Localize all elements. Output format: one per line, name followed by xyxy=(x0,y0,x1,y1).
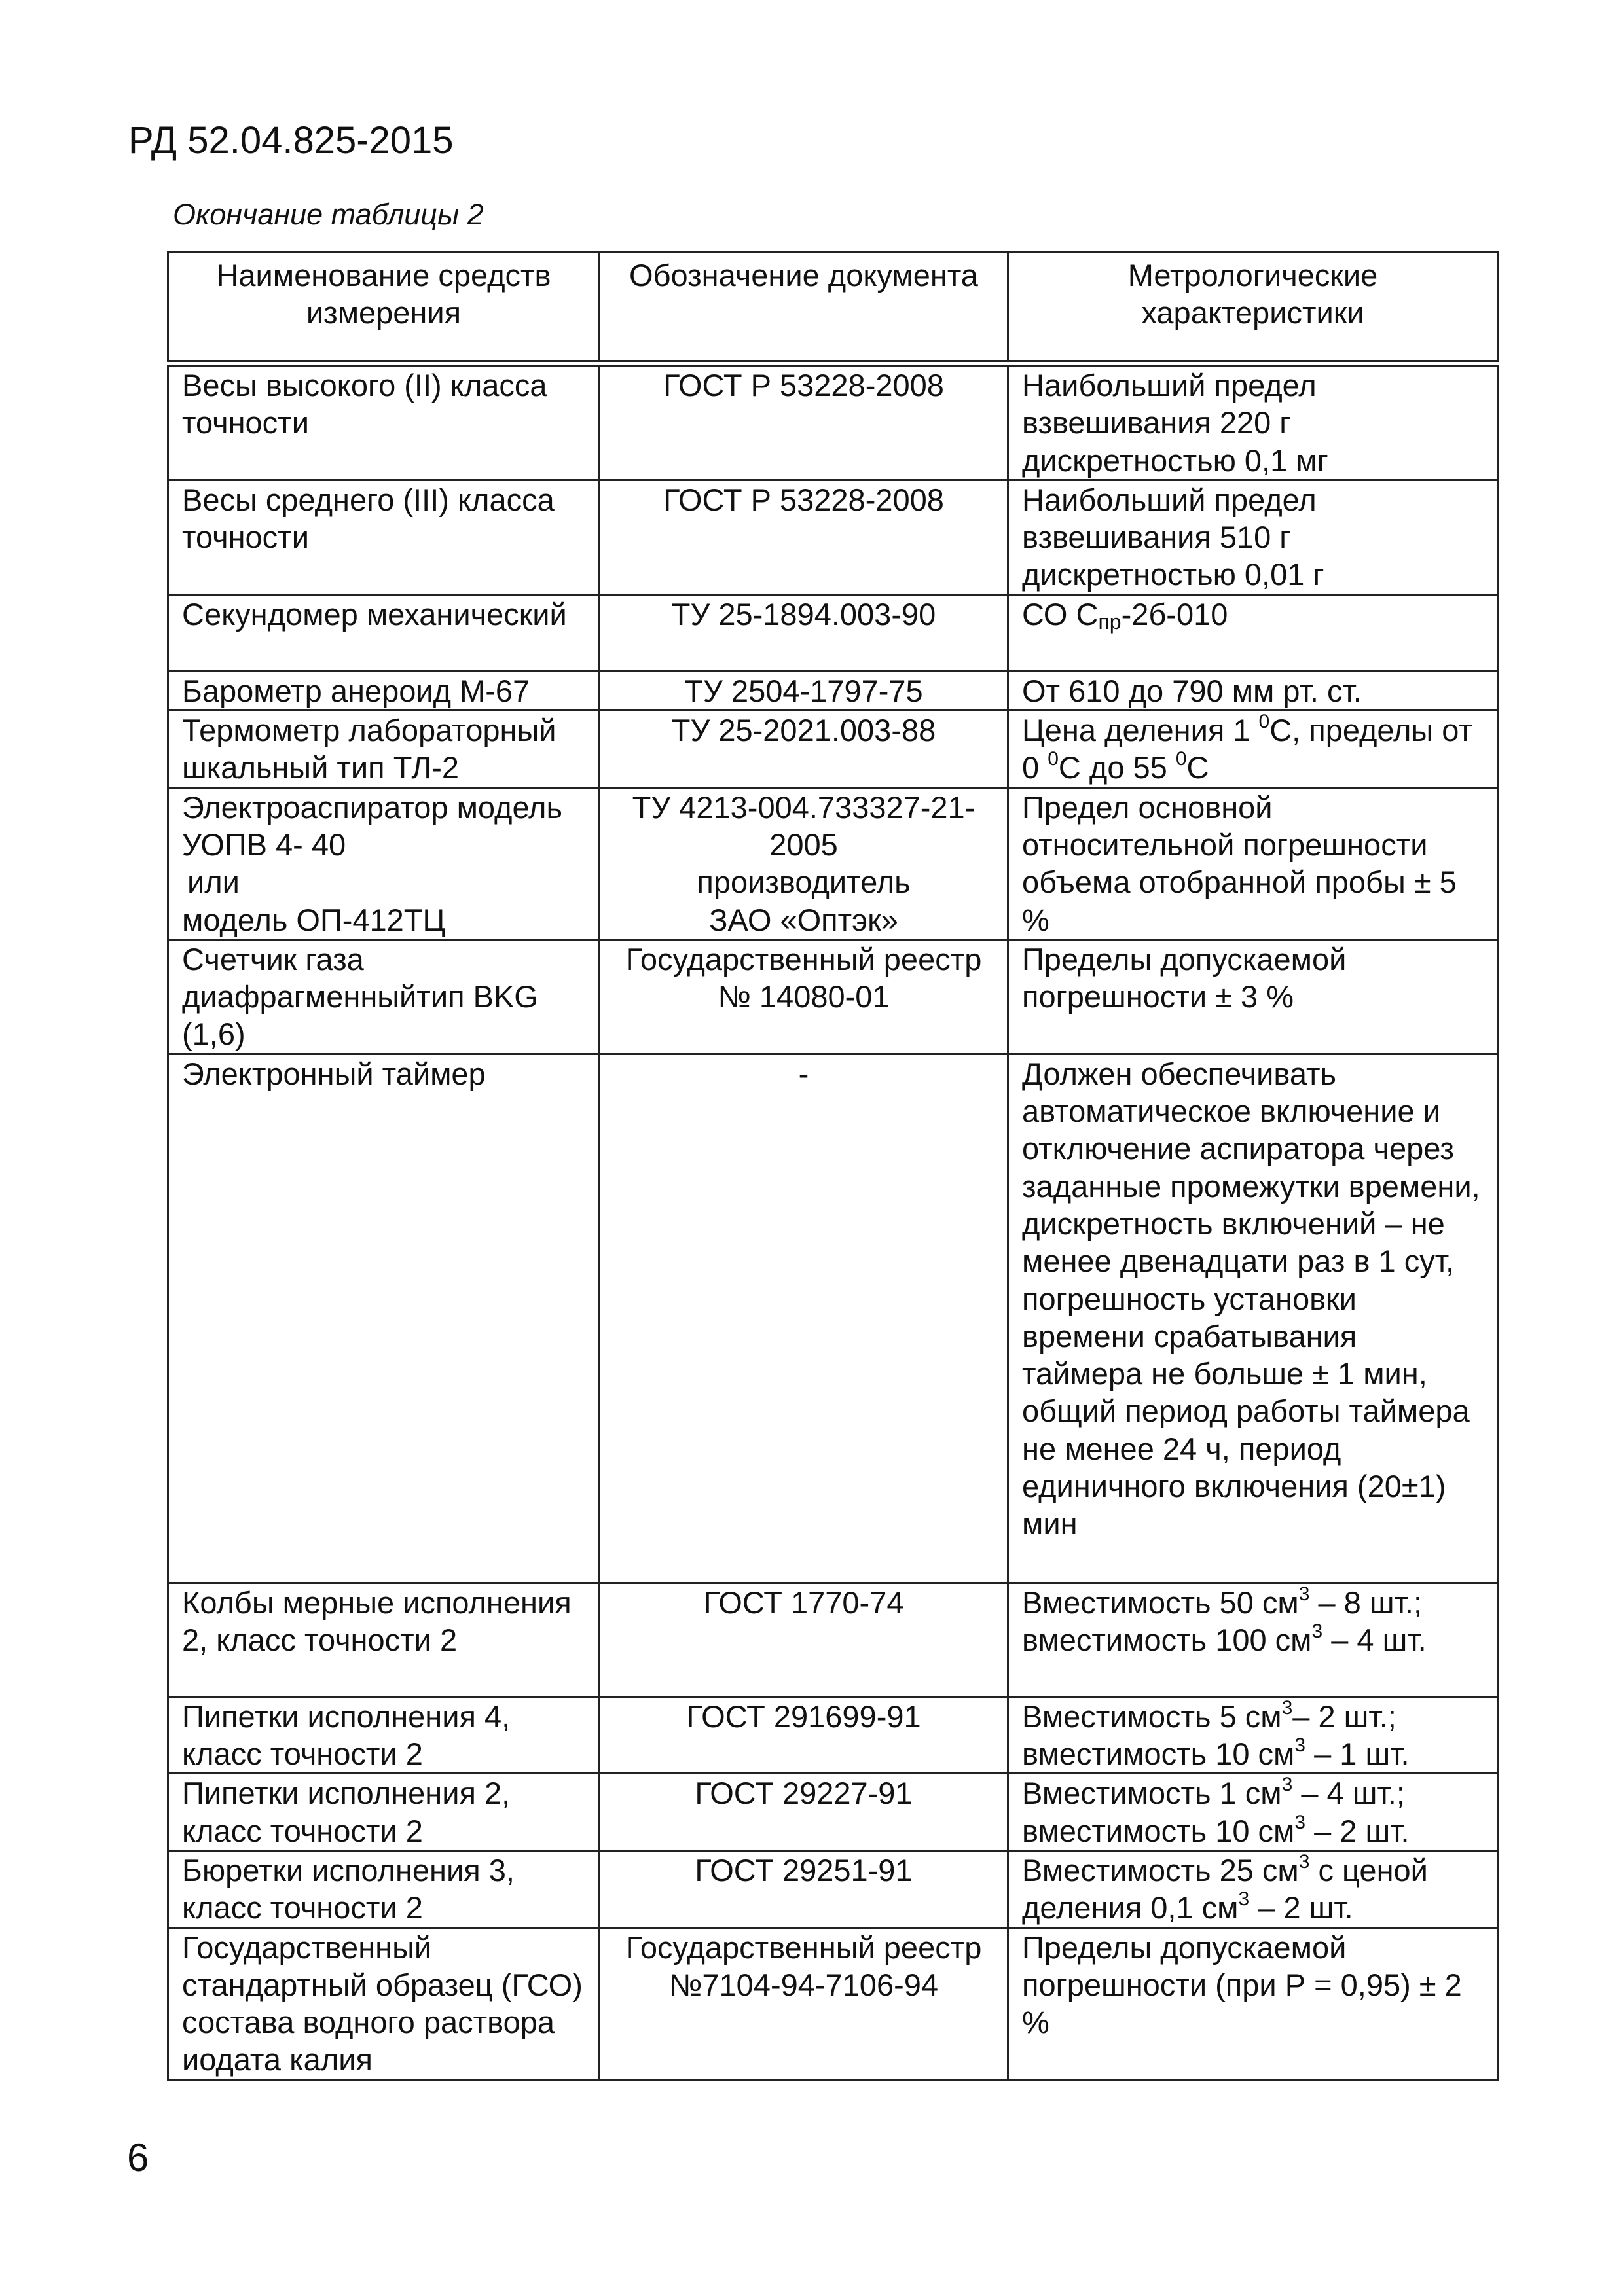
cell-document: ГОСТ Р 53228-2008 xyxy=(600,363,1008,480)
characteristics-text: – 1 шт. xyxy=(1305,1736,1410,1772)
column-header-characteristics: Метрологические характеристики xyxy=(1008,252,1498,364)
superscript-text: 0 xyxy=(1175,748,1187,770)
document-line: ЗАО «Оптэк» xyxy=(709,902,898,937)
cell-instrument-name: Счетчик газа диафрагменныйтип ВKG (1,6) xyxy=(168,939,600,1054)
cell-instrument-name: Государственный стандартный образец (ГСО) состава водного раствора иодата калия xyxy=(168,1928,600,2079)
table-row xyxy=(168,480,1498,594)
instrument-name-line: модель ОП-412ТЦ xyxy=(182,902,446,937)
measurement-instruments-table xyxy=(167,251,1499,2081)
cell-characteristics xyxy=(1008,711,1498,788)
document-line: ТУ 4213-004.733327-21-2005 xyxy=(632,789,976,862)
characteristics-text: С, пределы от 0 xyxy=(1022,713,1472,785)
cell-characteristics: Предел основной относительной погрешности объема отобранной пробы ± 5 % xyxy=(1008,787,1498,939)
cell-document xyxy=(600,787,1008,939)
characteristics-text: -2б-010 xyxy=(1121,596,1228,632)
cell-characteristics: Наибольший предел взвешивания 510 г дискретностью 0,01 г xyxy=(1008,480,1498,594)
cell-instrument-name: Секундомер механический xyxy=(168,594,600,671)
cell-document: ГОСТ 29227-91 xyxy=(600,1774,1008,1851)
cell-characteristics: Пределы допускаемой погрешности ± 3 % xyxy=(1008,939,1498,1054)
cell-document: ТУ 25-2021.003-88 xyxy=(600,711,1008,788)
instrument-name-line: Электроаспиратор модель УОПВ 4- 40 xyxy=(182,789,562,862)
characteristics-text: Цена деления 1 xyxy=(1022,713,1259,748)
cell-document: Государственный реестр №7104-94-7106-94 xyxy=(600,1928,1008,2079)
characteristics-text: С xyxy=(1186,750,1209,785)
cell-characteristics xyxy=(1008,1850,1498,1928)
table-row xyxy=(168,671,1498,710)
characteristics-text: Вместимость 25 см xyxy=(1022,1852,1299,1888)
cell-instrument-name: Весы среднего (III) класса точности xyxy=(168,480,600,594)
document-code: РД 52.04.825-2015 xyxy=(128,119,454,162)
table-row xyxy=(168,1696,1498,1774)
cell-instrument-name: Бюретки исполнения 3, класс точности 2 xyxy=(168,1850,600,1928)
superscript-text: 3 xyxy=(1238,1888,1250,1910)
cell-instrument-name: Пипетки исполнения 2, класс точности 2 xyxy=(168,1774,600,1851)
characteristics-text: СО С xyxy=(1022,596,1099,632)
subscript-text: пр xyxy=(1098,609,1122,634)
cell-instrument-name: Пипетки исполнения 4, класс точности 2 xyxy=(168,1696,600,1774)
characteristics-text: Вместимость 1 см xyxy=(1022,1776,1282,1811)
characteristics-text: С до 55 xyxy=(1058,750,1176,785)
cell-document: ГОСТ 29251-91 xyxy=(600,1850,1008,1928)
cell-document: Государственный реестр № 14080-01 xyxy=(600,939,1008,1054)
table-row xyxy=(168,1583,1498,1696)
superscript-text: 3 xyxy=(1298,1850,1310,1873)
cell-characteristics: От 610 до 790 мм рт. ст. xyxy=(1008,671,1498,710)
cell-characteristics xyxy=(1008,1774,1498,1851)
cell-instrument-name: Весы высокого (II) класса точности xyxy=(168,363,600,480)
characteristics-text: – 2 шт.; вместимость 10 см xyxy=(1022,1698,1396,1772)
table-row xyxy=(168,939,1498,1054)
characteristics-text: – 4 шт.; вместимость 10 см xyxy=(1022,1776,1405,1848)
cell-document: - xyxy=(600,1054,1008,1583)
cell-instrument-name: Барометр анероид М-67 xyxy=(168,671,600,710)
page-number: 6 xyxy=(127,2136,149,2179)
superscript-text: 3 xyxy=(1294,1811,1306,1833)
cell-document: ТУ 2504-1797-75 xyxy=(600,671,1008,710)
cell-instrument-name: Термометр лабораторный шкальный тип ТЛ-2 xyxy=(168,711,600,788)
table-row xyxy=(168,1850,1498,1928)
table-row xyxy=(168,787,1498,939)
superscript-text: 3 xyxy=(1281,1774,1293,1796)
document-line: производитель xyxy=(697,865,911,900)
table-row xyxy=(168,594,1498,671)
superscript-text: 3 xyxy=(1294,1734,1306,1757)
cell-characteristics xyxy=(1008,1696,1498,1774)
characteristics-text: – 2 шт. xyxy=(1305,1813,1410,1848)
cell-characteristics xyxy=(1008,1583,1498,1696)
table-header-row xyxy=(168,252,1498,364)
cell-characteristics: Наибольший предел взвешивания 220 г дискретностью 0,1 мг xyxy=(1008,363,1498,480)
characteristics-text: – 4 шт. xyxy=(1322,1623,1427,1658)
table-row xyxy=(168,363,1498,480)
characteristics-text: Вместимость 5 см xyxy=(1022,1698,1282,1734)
table-row xyxy=(168,1054,1498,1583)
instrument-name-line: или xyxy=(187,865,240,900)
table-row xyxy=(168,711,1498,788)
cell-characteristics: Пределы допускаемой погрешности (при Р = 0,95) ± 2 % xyxy=(1008,1928,1498,2079)
table-caption: Окончание таблицы 2 xyxy=(173,198,484,231)
table-row xyxy=(168,1928,1498,2079)
column-header-document: Обозначение документа xyxy=(600,252,1008,364)
superscript-text: 0 xyxy=(1048,748,1059,770)
column-header-instrument-name: Наименование средств измерения xyxy=(168,252,600,364)
cell-document: ТУ 25-1894.003-90 xyxy=(600,594,1008,671)
cell-instrument-name: Колбы мерные исполнения 2, класс точности 2 xyxy=(168,1583,600,1696)
characteristics-text: – 8 шт.; вместимость 100 см xyxy=(1022,1585,1423,1658)
cell-instrument-name xyxy=(168,787,600,939)
characteristics-text: – 2 шт. xyxy=(1249,1890,1353,1926)
superscript-text: 3 xyxy=(1281,1696,1293,1719)
cell-document: ГОСТ 1770-74 xyxy=(600,1583,1008,1696)
superscript-text: 3 xyxy=(1298,1583,1310,1605)
cell-document: ГОСТ Р 53228-2008 xyxy=(600,480,1008,594)
cell-instrument-name: Электронный таймер xyxy=(168,1054,600,1583)
cell-characteristics: Должен обеспечивать автоматическое включение и отключение аспиратора через заданные промежутки времени, дискретность включений – не менее двенадцати раз в 1 сут, погрешность установки времени срабатывания таймера не больше ± 1 мин, общий период работы таймера не менее 24 ч, период единичного включения (20±1) мин xyxy=(1008,1054,1498,1583)
superscript-text: 0 xyxy=(1258,711,1270,733)
cell-document: ГОСТ 291699-91 xyxy=(600,1696,1008,1774)
cell-characteristics xyxy=(1008,594,1498,671)
characteristics-text: с ценой деления 0,1 см xyxy=(1022,1852,1428,1926)
table-row xyxy=(168,1774,1498,1851)
superscript-text: 3 xyxy=(1311,1621,1323,1643)
characteristics-text: Вместимость 50 см xyxy=(1022,1585,1299,1620)
